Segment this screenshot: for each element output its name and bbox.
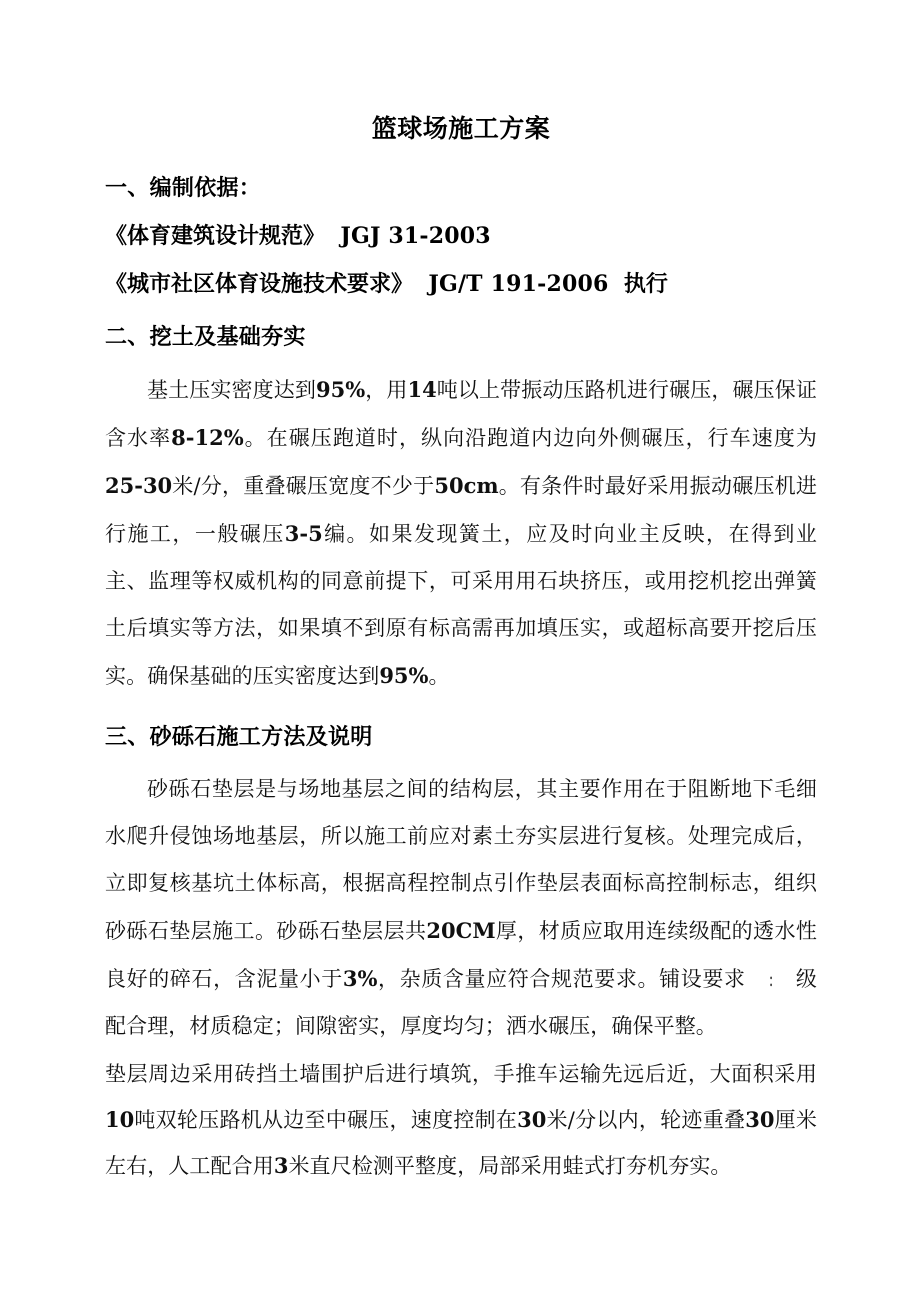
text-run: 编。如果发现簧土，应及时向业主反映，在得到业主、监理等权威机构的同意前提下，可采用用石块挤压，或用挖机挖出弹簧土后填实等方法，如果填不到原有标高需再加填压实，或超标高要开挖后压实。确保基础的压实密度达到 — [105, 522, 817, 688]
text-run: 砂砾石垫层是与场地基层之间的结构层，其主要作用在于阻断地下毛细水爬升侵蚀场地基层，所以施工前应对素土夯实层进行复核。处理完成后，立即复核基坑土体标高，根据高程控制点引作垫层表面标高控制标志，组织砂砾石垫层施工。砂砾石垫层层共 — [105, 777, 817, 943]
page-title: 篮球场施工方案 — [371, 114, 551, 143]
text-run: ，杂质含量应符合规范要求。铺设要求 — [377, 967, 746, 991]
numeric-run: 3% — [342, 966, 378, 991]
section-heading-2: 二、挖土及基础夯实 — [105, 324, 306, 350]
text-run: 米/分以内，轮迹重叠 — [546, 1108, 746, 1132]
text-run: 垫层周边采用砖挡土墙围护后进行填筑，手推车运输先远后近，大面积采用 — [105, 1062, 817, 1086]
numeric-run: 50cm — [434, 473, 499, 498]
text-run: 。 — [428, 664, 450, 688]
standard-code-1: JGJ 31-2003 — [340, 223, 491, 249]
standard-suffix-2: 执行 — [623, 271, 668, 297]
section-2-paragraph — [105, 366, 817, 700]
standard-name-2: 《城市社区体育设施技术要求》 — [105, 271, 414, 297]
section-3-paragraph-2 — [105, 1052, 817, 1189]
text-run: 厚，材质应取用连续级配的透水性良好的碎石，含泥量小于 — [105, 919, 817, 991]
text-run: 吨以上带振动压路机进行碾压，碾压保证含水率 — [105, 378, 817, 450]
text-run: 基土压实密度达到 — [147, 378, 317, 402]
numeric-run: 30 — [745, 1107, 775, 1132]
text-run: ，用 — [365, 378, 408, 402]
text-run: 吨双轮压路机从边至中碾压，速度控制在 — [134, 1108, 518, 1132]
section-3-paragraph-1 — [105, 766, 817, 1050]
section-heading-1: 一、编制依据： — [105, 175, 262, 201]
standard-reference-2 — [105, 269, 817, 299]
standard-code-2: JG/T 191-2006 — [428, 271, 609, 297]
text-run: 。有条件时最好采用振动碾压机进行施工，一般碾压 — [105, 474, 818, 546]
text-run: 厘米左右，人工配合用 — [105, 1108, 817, 1178]
numeric-run: 3 — [273, 1153, 289, 1178]
section-heading-3: 三、砂砾石施工方法及说明 — [105, 724, 373, 750]
numeric-run: 3-5 — [284, 521, 323, 546]
narrow-colon: : — [768, 967, 773, 991]
standard-name-1: 《体育建筑设计规范》 — [105, 223, 326, 249]
numeric-run: 95% — [316, 377, 366, 402]
numeric-run: 95% — [379, 663, 429, 688]
text-run: 米直尺检测平整度，局部采用蛙式打夯机夯实。 — [288, 1154, 732, 1178]
standard-reference-1 — [105, 221, 817, 251]
numeric-run: 14 — [407, 377, 437, 402]
numeric-run: 20CM — [426, 918, 496, 943]
numeric-run: 8-12% — [171, 425, 244, 450]
document-content — [105, 0, 817, 1189]
text-run: 米/分，重叠碾压宽度不少于 — [172, 474, 435, 498]
text-run: 级配合理，材质稳定；间隙密实，厚度均匀；洒水碾压，确保平整。 — [105, 967, 817, 1038]
text-run: 。在碾压跑道时，纵向沿跑道内边向外侧碾压，行车速度为 — [243, 426, 817, 450]
numeric-run: 30 — [517, 1107, 547, 1132]
numeric-run: 25-30 — [105, 473, 173, 498]
numeric-run: 10 — [105, 1107, 135, 1132]
